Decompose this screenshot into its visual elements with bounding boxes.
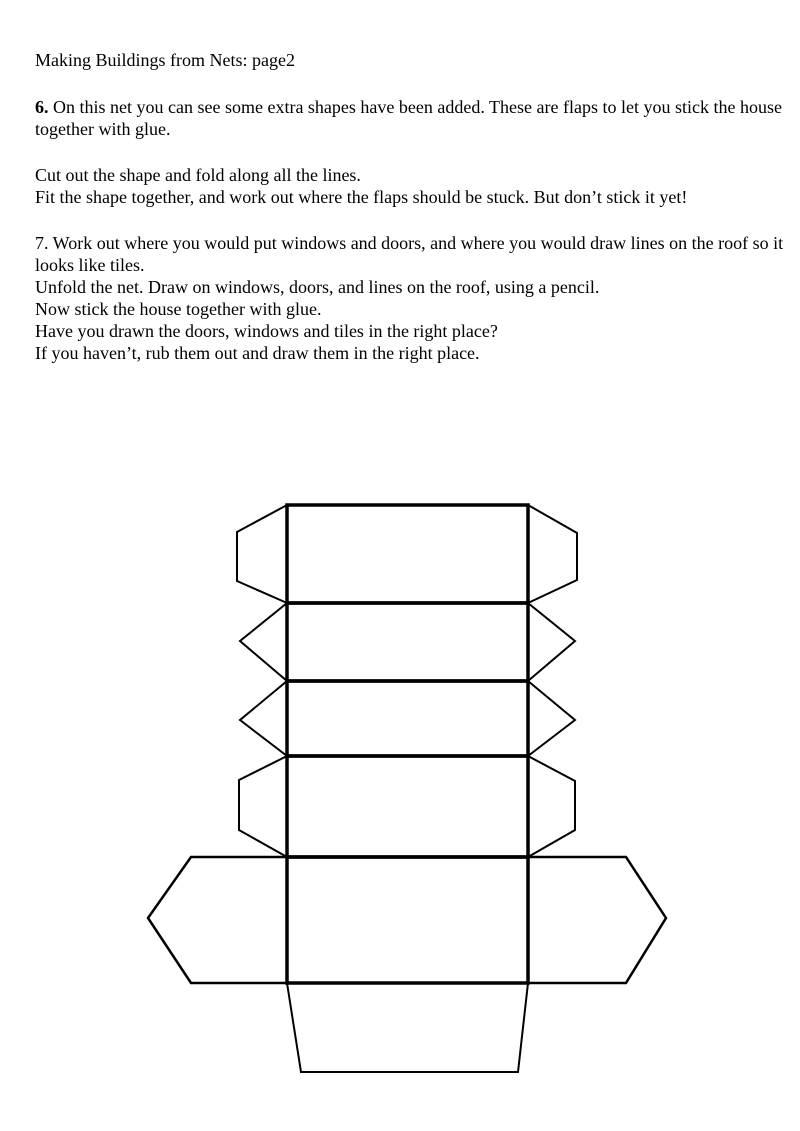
bottom-flap [287, 983, 528, 1072]
step-7-line: 7. Work out where you would put windows and doors, and where you would draw lines on the roof so it looks like tiles. [35, 233, 784, 275]
step-6-number: 6. [35, 97, 49, 117]
step-7-line: Now stick the house together with glue. [35, 299, 322, 319]
wall-panel-end-1 [287, 603, 528, 681]
left-gable-panel [148, 857, 287, 983]
left-flap-1 [237, 505, 287, 603]
left-flap-2 [240, 603, 287, 681]
page-title: Making Buildings from Nets: page2 [35, 50, 295, 70]
step-6-text: On this net you can see some extra shapes have been added. These are flaps to let you stick the house together with glue. [35, 97, 782, 139]
cut-instruction-line: Fit the shape together, and work out where the flaps should be stuck. But don’t stick it yet! [35, 187, 688, 207]
step-7-line: If you haven’t, rub them out and draw them in the right place. [35, 343, 480, 363]
roof-panel-bottom [287, 756, 528, 857]
step-7-line: Unfold the net. Draw on windows, doors, and lines on the roof, using a pencil. [35, 277, 600, 297]
house-net-panels [287, 505, 528, 983]
right-gable-panel [528, 857, 666, 983]
left-flap-3 [240, 681, 287, 756]
right-flap-4 [528, 756, 575, 857]
right-flap-3 [528, 681, 575, 756]
right-flap-2 [528, 603, 575, 681]
right-flap-1 [528, 505, 577, 603]
step-7-line: Have you drawn the doors, windows and tiles in the right place? [35, 321, 498, 341]
roof-panel-top [287, 505, 528, 603]
left-flap-4 [239, 756, 287, 857]
base-panel [287, 857, 528, 983]
cut-instruction-line: Cut out the shape and fold along all the lines. [35, 165, 361, 185]
wall-panel-end-2 [287, 681, 528, 756]
gable-panels [148, 857, 666, 983]
